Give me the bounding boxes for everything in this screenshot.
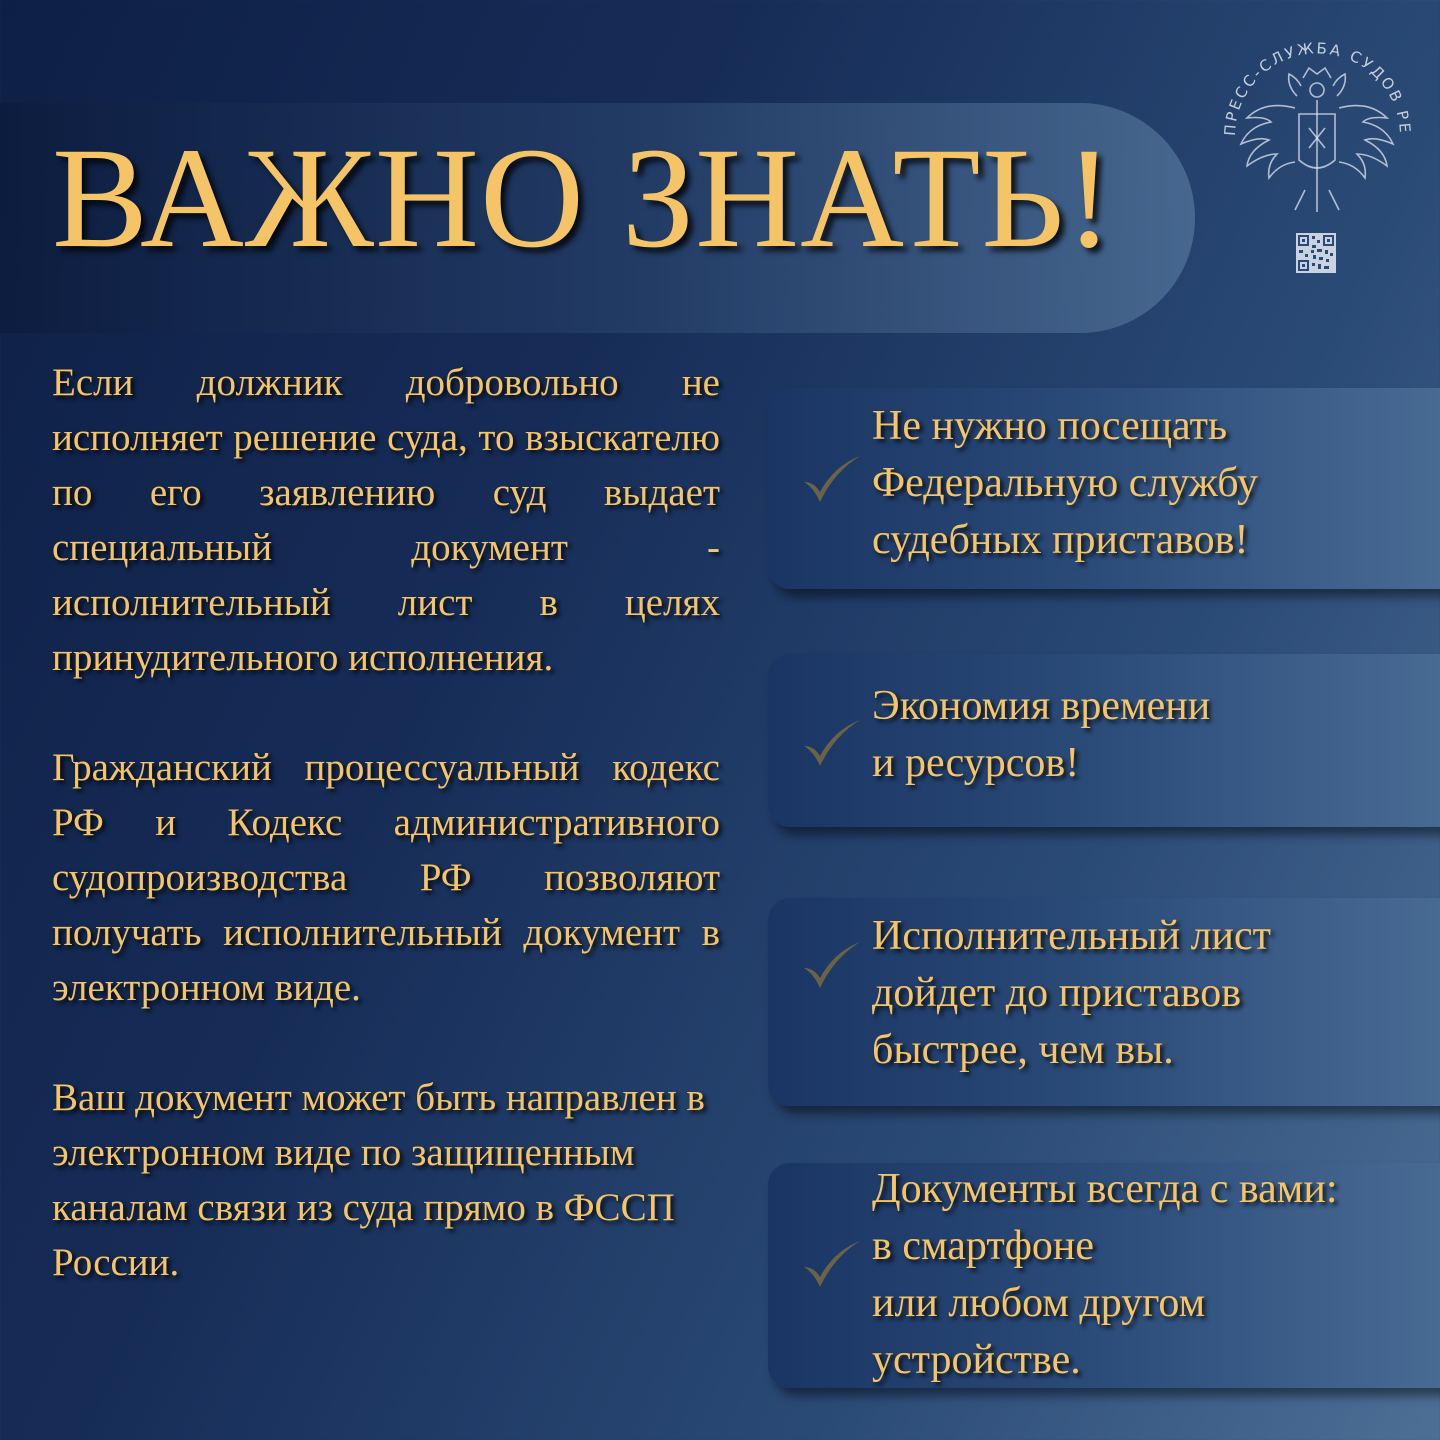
- benefit-card-faster-delivery: [768, 898, 1440, 1106]
- card-1-line-3: судебных приставов!: [872, 517, 1249, 563]
- paragraph-legal-basis: Гражданский процессуальный кодекс РФ и Кодекс административного судопроизводства РФ позволяют получать исполнительный документ в электронном виде.: [52, 746, 720, 1009]
- card-2-line-2: и ресурсов!: [872, 740, 1080, 786]
- card-2-line-1: Экономия времени: [872, 683, 1211, 729]
- emblem-ring-text: ПРЕСС-СЛУЖБА СУДОВ РЕ: [1220, 39, 1415, 137]
- checkmark-icon: [798, 446, 864, 512]
- paragraph-electronic-delivery: Ваш документ может быть направлен в электронном виде по защищенным каналам связи из суда прямо в ФССП России.: [52, 1076, 705, 1284]
- card-1-line-2: Федеральную службу: [872, 460, 1259, 506]
- paragraph-writ-explanation: Если должник добровольно не исполняет решение суда, то взыскателю по его заявлению суд выдает специальный документ - исполнительный лист в целях принудительного исполнения.: [52, 361, 720, 679]
- card-3-line-3: быстрее, чем вы.: [872, 1027, 1174, 1073]
- page-title: ВАЖНО ЗНАТЬ!: [52, 119, 1115, 278]
- card-3-line-1: Исполнительный лист: [872, 913, 1272, 959]
- card-4-line-4: устройстве.: [872, 1337, 1081, 1383]
- left-text-column: [52, 355, 720, 1290]
- card-1-line-1: Не нужно посещать: [872, 403, 1228, 449]
- qr-code-icon: [1296, 233, 1336, 273]
- card-4-line-3: или любом другом: [872, 1280, 1206, 1326]
- card-3-line-2: дойдет до приставов: [872, 970, 1242, 1016]
- benefit-card-save-time: [768, 654, 1440, 827]
- svg-text:ПРЕСС-СЛУЖБА СУДОВ РЕСПУБЛИКИ: [1195, 18, 1414, 136]
- benefit-card-no-visit: [768, 388, 1440, 589]
- checkmark-icon: [798, 710, 864, 776]
- card-4-line-1: Документы всегда с вами:: [872, 1166, 1338, 1212]
- card-4-line-2: в смартфоне: [872, 1223, 1095, 1269]
- benefit-card-always-with-you: [768, 1163, 1440, 1388]
- checkmark-icon: [798, 1231, 864, 1297]
- checkmark-icon: [798, 932, 864, 998]
